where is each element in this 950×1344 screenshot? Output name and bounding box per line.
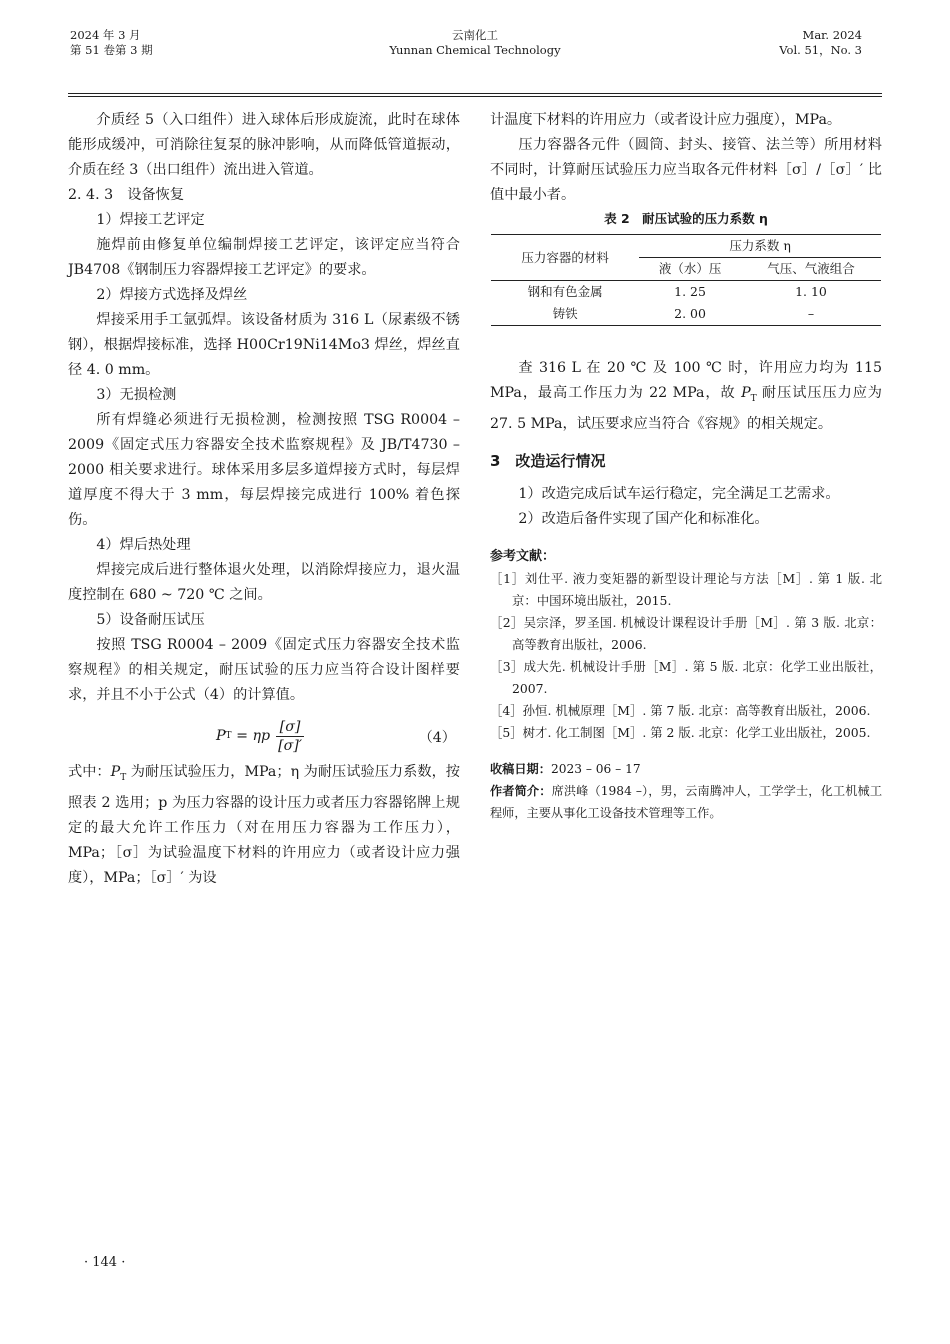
table-row [491,281,881,304]
section-heading-3: 3 改造运行情况 [490,451,606,470]
journal-name-cn: 云南化工 [452,28,498,42]
paragraph-316l-check [490,356,882,437]
references-title: 参考文献： [490,548,556,564]
reference-item: ［1］刘仕平. 液力变矩器的新型设计理论与方法［M］. 第 1 版. 北京：中国环境出版社，2015. [490,570,882,608]
paragraph-welding-method: 焊接采用手工氩弧焊。该设备材质为 316 L（尿素级不锈钢），根据焊接标准，选择 H00Cr19Ni14Mo3 焊丝，焊丝直径 4. 0 mm。 [68,312,460,378]
subheading-welding-procedure: 1）焊接工艺评定 [96,212,205,228]
formula-denominator: [σ]′ [278,738,303,754]
formula-lhs-sub: T [225,731,232,741]
issue-date-en: Mar. 2024 [802,28,862,42]
volume-issue-en: Vol. 51，No. 3 [779,43,862,57]
reference-item: ［4］孙恒. 机械原理［M］. 第 7 版. 北京：高等教育出版社，2006. [490,702,871,718]
formula-numerator: [σ] [276,718,305,737]
table-2-caption: 表 2 耐压试验的压力系数 η [604,211,768,226]
formula-eq: = ηp [231,728,271,744]
table-header-coefficient: 压力系数 η [639,235,881,258]
paragraph-intro: 介质经 5（入口组件）进入球体后形成旋流，此时在球体能形成缓冲，可消除往复泵的脉冲影响，从而降低管道振动，介质在经 3（出口组件）流出进入管道。 [68,112,460,178]
table-header-material: 压力容器的材料 [491,235,639,281]
formula-number: （4） [418,730,456,746]
reference-item: ［2］吴宗泽，罗圣国. 机械设计课程设计手册［M］. 第 3 版. 北京：高等教育出版社，2006. [490,614,882,652]
subheading-pressure-test: 5）设备耐压试压 [96,612,205,628]
table-header-gas: 气压、气液组合 [741,258,881,281]
paragraph-pressure-test: 按照 TSG R0004 – 2009《固定式压力容器安全技术监察规程》的相关规定，耐压试验的压力应当符合设计图样要求，并且不小于公式（4）的计算值。 [68,637,460,703]
where-text: 为耐压试验压力，MPa；η 为耐压试验压力系数，按照表 2 选用；p 为压力容器的设计压力或者压力容器铭牌上规定的最大允许工作压力（对在用压力容器为工作压力），MPa；［σ］为试验温度下材料的许用应力（或者设计应力强度），MPa；［σ］′ 为设 [68,764,460,886]
table-cell-liquid: 1. 25 [674,284,706,299]
table-2 [491,234,881,326]
received-value: 2023 – 06 – 17 [550,761,641,776]
header-rule-top [68,93,882,94]
paragraph-element-materials: 压力容器各元件（圆筒、封头、接管、法兰等）所用材料不同时，计算耐压试验压力应当取各元件材料［σ］/［σ］′ 比值中最小者。 [490,137,882,203]
subheading-ndt: 3）无损检测 [96,387,177,403]
paragraph-operation-2: 2）改造后备件实现了国产化和标准化。 [518,510,769,527]
check-pt-sub: T [750,393,757,404]
subheading-welding-method: 2）焊接方式选择及焊丝 [96,287,248,303]
where-pt-sub: T [120,772,127,783]
subheading-heat-treatment: 4）焊后热处理 [96,537,191,553]
paragraph-formula-explanation [68,760,460,891]
paragraph-welding-procedure: 施焊前由修复单位编制焊接工艺评定，该评定应当符合 JB4708《钢制压力容器焊接工艺评定》的要求。 [68,237,460,278]
journal-name-en: Yunnan Chemical Technology [389,43,561,57]
check-pt: P [741,385,751,401]
paragraph-continued: 计温度下材料的许用应力（或者设计应力强度），MPa。 [490,112,842,128]
table-cell-gas: – [741,303,881,326]
author-value: 席洪峰（1984 –），男，云南腾冲人，工学学士，化工机械工程师，主要从事化工设备技术管理等工作。 [490,783,883,820]
reference-item: ［3］成大先. 机械设计手册［M］. 第 5 版. 北京：化学工业出版社，2007. [490,658,882,696]
table-cell-material: 铸铁 [491,303,639,326]
paragraph-operation-1: 1）改造完成后试车运行稳定，完全满足工艺需求。 [518,485,840,502]
page-number: · 144 · [84,1255,126,1270]
issue-date: 2024 年 3 月 [70,28,141,42]
table-cell-gas: 1. 10 [795,284,827,299]
formula-fraction [274,718,306,755]
formula-4 [68,712,460,758]
formula-lhs: P [216,728,226,744]
formula-expression [216,718,306,755]
right-column [490,108,882,824]
received-date [490,758,882,780]
left-column [68,108,460,891]
author-label: 作者简介： [490,783,552,798]
table-row [491,303,881,326]
where-pt: P [110,764,121,780]
received-label: 收稿日期： [490,761,551,776]
section-heading-2-4-3: 2. 4. 3 设备恢复 [68,187,185,203]
paragraph-ndt: 所有焊缝必须进行无损检测，检测按照 TSG R0004 – 2009《固定式压力容器安全技术监察规程》及 JB/T4730 – 2000 相关要求进行。球体采用多层多道焊接方式时，每层焊道厚度不得大于 3 mm，每层焊接完成进行 100% 着色探伤。 [68,412,460,528]
where-label: 式中： [68,764,111,780]
volume-issue: 第 51 卷第 3 期 [70,43,153,57]
check-text-a: 查 316 L 在 20 ℃ 及 100 ℃ 时，许用应力均为 115 MPa，最高工作压力为 22 MPa，故 [490,360,882,401]
author-bio [490,780,882,824]
running-header-right [779,28,862,58]
check-text-b: 耐压试压压力应为 27. 5 MPa，试压要求应当符合《容规》的相关规定。 [490,385,882,432]
paragraph-heat-treatment: 焊接完成后进行整体退火处理，以消除焊接应力，退火温度控制在 680 ~ 720 ℃ 之间。 [68,562,460,603]
table-cell-material: 钢和有色金属 [527,284,603,299]
reference-list [490,568,882,744]
header-rule-bottom [68,96,882,97]
table-cell-liquid: 2. 00 [639,303,741,326]
table-header-liquid: 液（水）压 [639,258,741,281]
reference-item: ［5］树才. 化工制图［M］. 第 2 版. 北京：化学工业出版社，2005. [490,724,871,740]
